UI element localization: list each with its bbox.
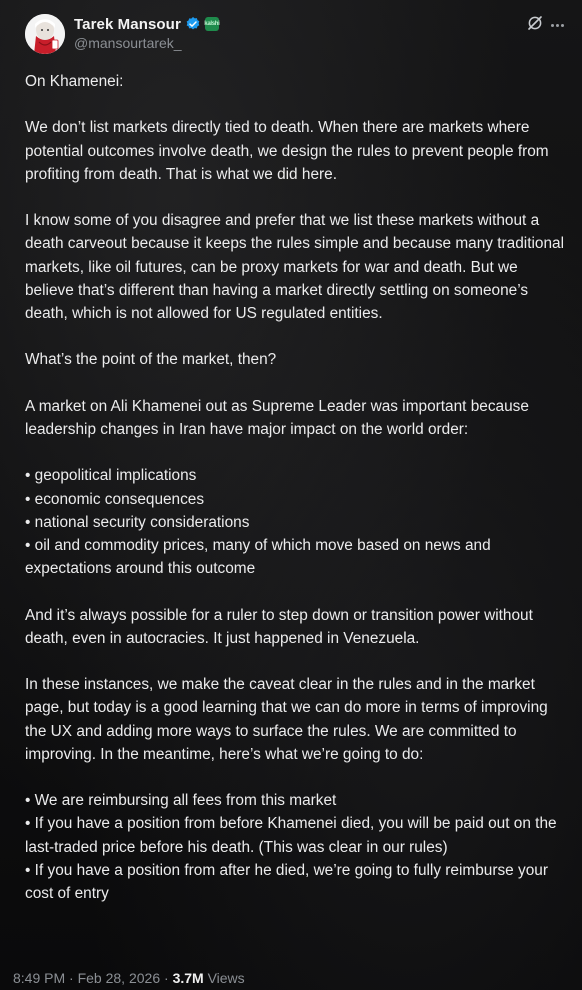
post-date[interactable]: Feb 28, 2026 (77, 970, 161, 986)
views-count: 3.7M (172, 970, 204, 986)
grok-icon[interactable] (526, 14, 544, 32)
post-meta (13, 970, 245, 986)
avatar-illustration (25, 14, 65, 54)
meta-separator: · (69, 970, 74, 986)
affiliate-badge-icon[interactable]: kalshi (205, 17, 219, 31)
post-header (0, 0, 582, 62)
post-paragraph: We don’t list markets directly tied to death. When there are markets where potential outcomes involve death, we design the rules to prevent people from profiting from death. That is what we did here. (25, 119, 549, 183)
views-label: Views (207, 970, 245, 986)
verified-badge-icon (185, 16, 201, 32)
post-paragraph: In these instances, we make the caveat clear in the rules and in the market page, but today is a good learning that we can do more in terms of improving the UX and adding more ways to surface the rules. We are committed to improving. In the meantime, here’s what we’re going to do: (25, 676, 548, 763)
author-name[interactable]: Tarek Mansour (74, 15, 181, 33)
post-paragraph: What’s the point of the market, then? (25, 351, 277, 369)
bullet-item: • national security considerations (25, 513, 250, 531)
author-name-row (74, 14, 219, 34)
bullet-item: • If you have a position from before Khamenei died, you will be paid out on the last-traded price before his death. (This was clear in our rules) (25, 815, 557, 856)
post-body (25, 70, 570, 928)
bullet-item: • If you have a position from after he died, we’re going to fully reimburse your cost of entry (25, 861, 548, 902)
bullet-item: • We are reimbursing all fees from this market (25, 792, 337, 810)
meta-separator: · (164, 970, 169, 986)
post-paragraph-intro: On Khamenei: (25, 73, 124, 90)
avatar[interactable] (25, 14, 65, 54)
bullet-item: • economic consequences (25, 490, 205, 508)
author-handle[interactable]: @mansourtarek_ (74, 35, 182, 51)
bullet-list-impacts (25, 464, 570, 580)
post-time[interactable]: 8:49 PM (13, 970, 66, 986)
post-paragraph: And it’s always possible for a ruler to step down or transition power without death, even in autocracies. It just happened in Venezuela. (25, 606, 533, 647)
bullet-item: • geopolitical implications (25, 467, 197, 485)
bullet-list-actions (25, 789, 570, 905)
post-paragraph: I know some of you disagree and prefer that we list these markets without a death carveout because it keeps the rules simple and because many traditional markets, like oil futures, can be proxy markets for war and death. But we believe that’s different than having a market directly settling on someone’s death, which is not allowed for US regulated entities. (25, 212, 564, 322)
more-options-icon[interactable] (551, 24, 564, 27)
bullet-item: • oil and commodity prices, many of which move based on news and expectations around this outcome (25, 536, 491, 578)
post-paragraph: A market on Ali Khamenei out as Supreme Leader was important because leadership changes in Iran have major impact on the world order: (25, 397, 529, 438)
